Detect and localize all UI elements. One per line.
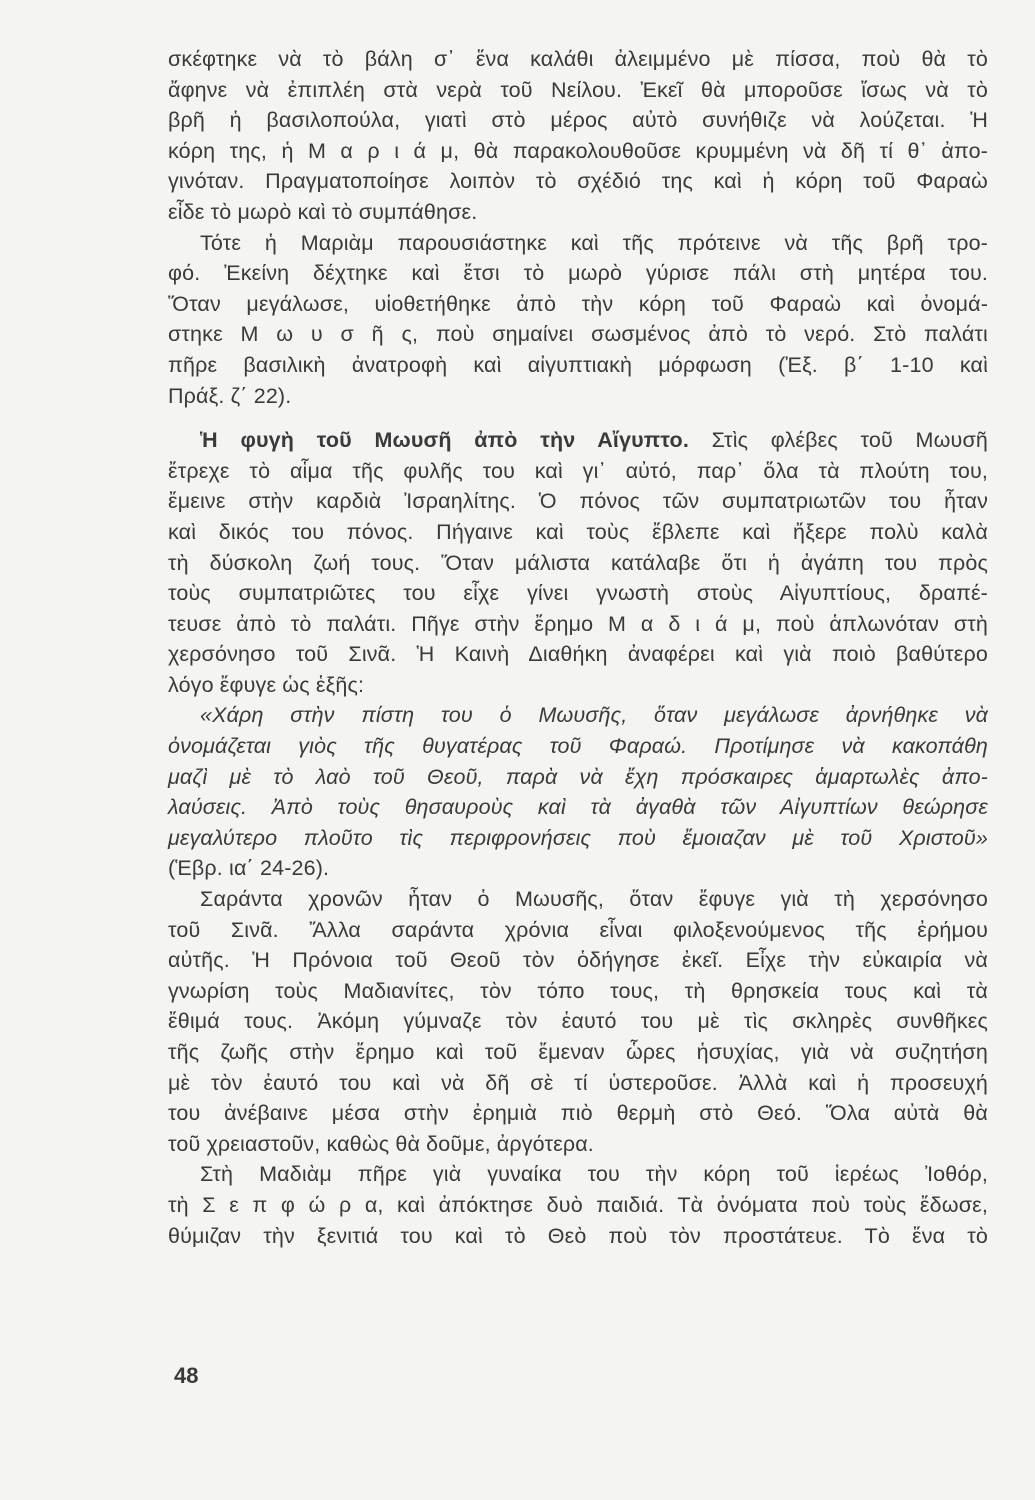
quote-citation: (Ἑβρ. ια΄ 24-26).	[168, 856, 330, 881]
section	[168, 425, 988, 700]
text-line: αὐτῆς. Ἡ Πρόνοια τοῦ Θεοῦ τὸν ὁδήγησε ἐκεῖ. Εἶχε τὴν εὐκαιρία νὰ	[168, 948, 988, 973]
text-line: τευσε ἀπὸ τὸ παλάτι. Πῆγε στὴν ἔρημο Μ α δ ι ά μ, ποὺ ἁπλωνόταν στὴ	[168, 611, 988, 636]
text-line: Τότε ἡ Μαριὰμ παρουσιάστηκε καὶ τῆς πρότεινε νὰ τῆς βρῆ τρο-	[200, 230, 988, 255]
text-line: φό. Ἐκείνη δέχτηκε καὶ ἔτσι τὸ μωρὸ γύρισε πάλι στὴ μητέρα του.	[168, 261, 988, 286]
section-heading: Ἡ φυγὴ τοῦ Μωυσῆ ἀπὸ τὴν Αἴγυπτο.	[200, 428, 689, 453]
text-line: ἔτρεχε τὸ αἷμα τῆς φυλῆς του καὶ γι᾽ αὐτό, παρ᾽ ὅλα τὰ πλούτη του,	[168, 458, 988, 483]
text-line: τῆς ζωῆς στὴν ἔρημο καὶ τοῦ ἔμεναν ὧρες ἡσυχίας, γιὰ νὰ συζητήση	[168, 1040, 988, 1064]
text-line: τοῦ Σινᾶ. Ἄλλα σαράντα χρόνια εἶναι φιλοξενούμενος τῆς ἐρήμου	[168, 917, 988, 942]
text-line: στηκε Μ ω υ σ ῆ ς, ποὺ σημαίνει σωσμένος ἀπὸ τὸ νερό. Στὸ παλάτι	[168, 322, 988, 347]
quote-line: ὀνομάζεται γιὸς τῆς θυγατέρας τοῦ Φαραώ. Προτίμησε νὰ κακοπάθη	[168, 734, 988, 759]
page-body	[168, 44, 988, 1251]
text-line: Στὴ Μαδιὰμ πῆρε γιὰ γυναίκα του τὴν κόρη τοῦ ἱερέως Ἰοθόρ,	[200, 1162, 988, 1187]
text-line: Σαράντα χρονῶν ἦταν ὁ Μωυσῆς, ὅταν ἔφυγε γιὰ τὴ χερσόνησο	[200, 887, 988, 912]
quote-line: μαζὶ μὲ τὸ λαὸ τοῦ Θεοῦ, παρὰ νὰ ἔχη πρόσκαιρες ἁμαρτωλὲς ἀπο-	[168, 764, 988, 789]
text-line: εἶδε τὸ μωρὸ καὶ τὸ συμπάθησε.	[168, 199, 478, 224]
text-line: καὶ δικός του πόνος. Πήγαινε καὶ τοὺς ἔβλεπε καὶ ἤξερε πολὺ καλὰ	[168, 519, 988, 544]
text-line	[168, 425, 988, 456]
text-line: χερσόνησο τοῦ Σινᾶ. Ἡ Καινὴ Διαθήκη ἀναφέρει καὶ γιὰ ποιὸ βαθύτερο	[168, 642, 988, 667]
text-line: λόγο ἔφυγε ὡς ἑξῆς:	[168, 672, 365, 697]
text-line: ἔθιμά τους. Ἀκόμη γύμναζε τὸν ἑαυτό του μὲ τὶς σκληρὲς συνθῆκες	[168, 1009, 988, 1034]
page-number: 48	[174, 1363, 199, 1388]
text-line: ἔμεινε στὴν καρδιὰ Ἰσραηλίτης. Ὁ πόνος τῶν συμπατριωτῶν του ἦταν	[168, 489, 988, 514]
text-line: σκέφτηκε νὰ τὸ βάλη σ᾽ ἕνα καλάθι ἀλειμμένο μὲ πίσσα, ποὺ θὰ τὸ	[168, 47, 988, 71]
text-line: Πράξ. ζ΄ 22).	[168, 383, 292, 408]
text-line: τοῦ χρειαστοῦν, καθὼς θὰ δοῦμε, ἀργότερα.	[168, 1131, 594, 1156]
paragraph	[168, 1159, 988, 1251]
text-line: ἄφηνε νὰ ἐπιπλέη στὰ νερὰ τοῦ Νείλου. Ἐκεῖ θὰ μποροῦσε ἴσως νὰ τὸ	[168, 77, 988, 102]
text-line: γνωρίση τοὺς Μαδιανίτες, τὸν τόπο τους, τὴ θρησκεία τους καὶ τὰ	[168, 978, 988, 1003]
text-line: του ἀνέβαινε μέσα στὴν ἐρημιὰ πιὸ θερμὴ στὸ Θεό. Ὅλα αὐτὰ θὰ	[168, 1101, 988, 1126]
text-line: βρῆ ἡ βασιλοπούλα, γιατὶ στὸ μέρος αὐτὸ συνήθιζε νὰ λούζεται. Ἡ	[168, 108, 988, 133]
text-line: γινόταν. Πραγματοποίησε λοιπὸν τὸ σχέδιό της καὶ ἡ κόρη τοῦ Φαραὼ	[168, 169, 988, 194]
quote-line: «Χάρη στὴν πίστη του ὁ Μωυσῆς, ὅταν μεγάλωσε ἀρνήθηκε νὰ	[200, 703, 988, 728]
text-line: Ὅταν μεγάλωσε, υἱοθετήθηκε ἀπὸ τὴν κόρη τοῦ Φαραὼ καὶ ὀνομά-	[168, 291, 988, 316]
paragraph	[168, 884, 988, 1159]
paragraph	[168, 228, 988, 412]
quote-line: λαύσεις. Ἀπὸ τοὺς θησαυροὺς καὶ τὰ ἀγαθὰ τῶν Αἰγυπτίων θεώρησε	[168, 795, 988, 820]
quote-block	[168, 700, 988, 884]
quote-line: μεγαλύτερο πλοῦτο τὶς περιφρονήσεις ποὺ ἔμοιαζαν μὲ τοῦ Χριστοῦ»	[168, 825, 988, 850]
text-line: τοὺς συμπατριῶτες του εἶχε γίνει γνωστὴ στοὺς Αἰγυπτίους, δραπέ-	[168, 581, 988, 606]
text-line: θύμιζαν τὴν ξενιτιά του καὶ τὸ Θεὸ ποὺ τὸν προστάτευε. Τὸ ἕνα τὸ	[168, 1223, 988, 1248]
text-line: κόρη της, ἡ Μ α ρ ι ά μ, θὰ παρακολουθοῦσε κρυμμένη νὰ δῆ τί θ᾽ ἀπο-	[168, 138, 988, 163]
text-line: τὴ δύσκολη ζωή τους. Ὅταν μάλιστα κατάλαβε ὅτι ἡ ἀγάπη του πρὸς	[168, 550, 988, 575]
text-line: πῆρε βασιλικὴ ἀνατροφὴ καὶ αἰγυπτιακὴ μόρφωση (Ἐξ. β΄ 1-10 καὶ	[168, 352, 988, 377]
text-line: τὴ Σ ε π φ ώ ρ α, καὶ ἀπόκτησε δυὸ παιδιά. Τὰ ὀνόματα ποὺ τοὺς ἔδωσε,	[168, 1192, 988, 1217]
heading-line-text: Στὶς φλέβες τοῦ Μωυσῆ	[688, 428, 988, 453]
text-line: μὲ τὸν ἑαυτό του καὶ νὰ δῆ σὲ τί ὑστεροῦσε. Ἀλλὰ καὶ ἡ προσευχή	[168, 1070, 988, 1095]
paragraph	[168, 44, 988, 228]
